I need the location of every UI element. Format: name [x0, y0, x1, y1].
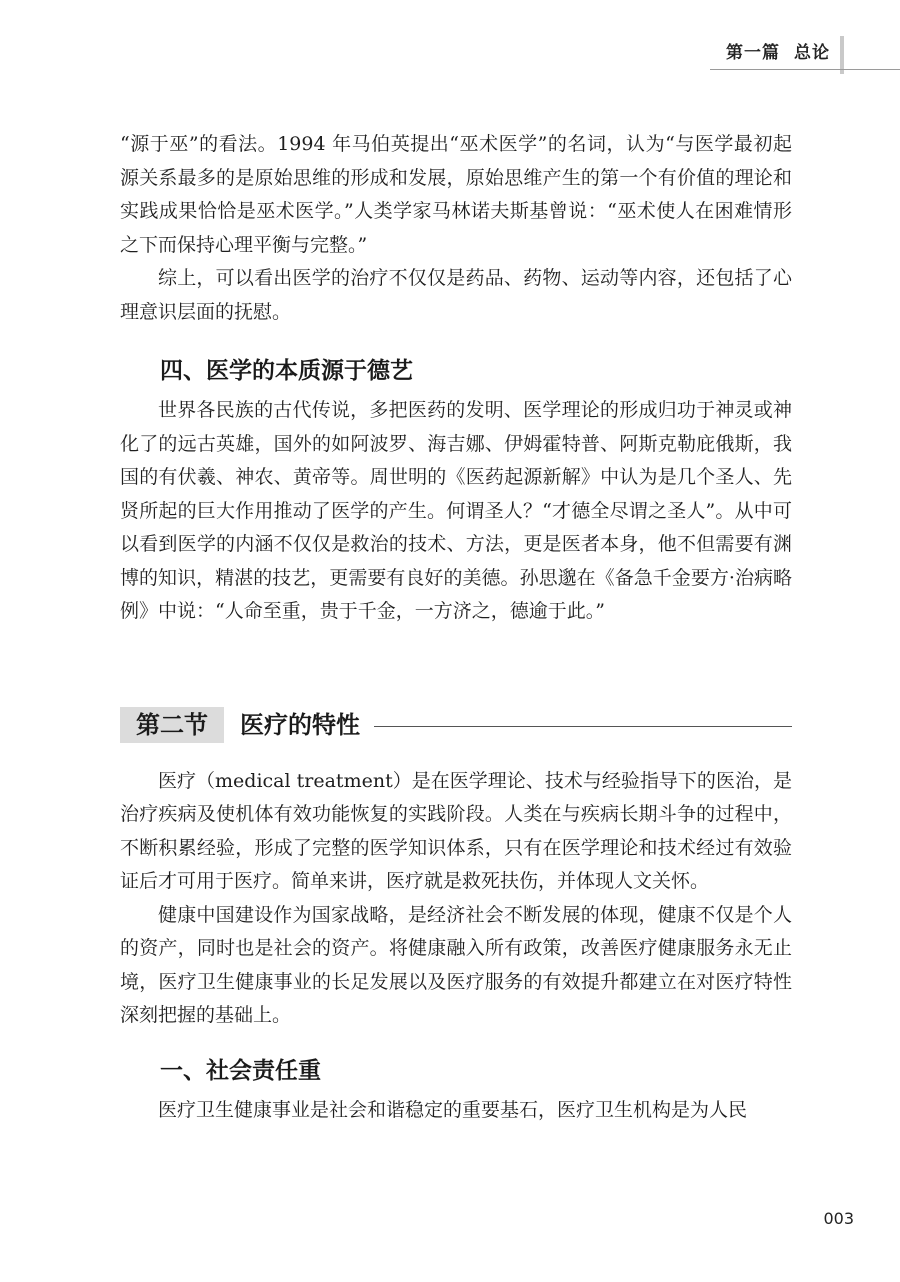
header-part-title: 总论	[794, 43, 830, 63]
paragraph: 世界各民族的古代传说，多把医药的发明、医学理论的形成归功于神灵或神化了的远古英雄，国外的如阿波罗、海吉娜、伊姆霍特普、阿斯克勒庇俄斯，我国的有伏羲、神农、黄帝等。周世明的《医药起源新解》中认为是几个圣人、先贤所起的巨大作用推动了医学的产生。何谓圣人？“才德全尽谓之圣人”。从中可以看到医学的内涵不仅仅是救治的技术、方法，更是医者本身，他不但需要有渊博的知识，精湛的技艺，更需要有良好的美德。孙思邈在《备急千金要方·治病略例》中说：“人命至重，贵于千金，一方济之，德逾于此。”	[120, 399, 792, 622]
paragraph: “源于巫”的看法。1994 年马伯英提出“巫术医学”的名词，认为“与医学最初起源关系最多的是原始思维的形成和发展，原始思维产生的第一个有价值的理论和实践成果恰恰是巫术医学。”人类学家马林诺夫斯基曾说：“巫术使人在困难情形之下而保持心理平衡与完整。”	[120, 133, 792, 256]
running-header	[726, 38, 830, 63]
paragraph: 健康中国建设作为国家战略，是经济社会不断发展的体现，健康不仅是个人的资产，同时也是社会的资产。将健康融入所有政策，改善医疗健康服务永无止境，医疗卫生健康事业的长足发展以及医疗服务的有效提升都建立在对医疗特性深刻把握的基础上。	[120, 903, 792, 1026]
section-rule	[374, 726, 792, 727]
section-title: 医疗的特性	[240, 710, 360, 739]
section-header	[120, 707, 792, 743]
header-part: 第一篇	[726, 43, 780, 63]
header-rule	[710, 69, 900, 70]
subsection-heading: 一、社会责任重	[160, 1057, 321, 1084]
paragraph: 综上，可以看出医学的治疗不仅仅是药品、药物、运动等内容，还包括了心理意识层面的抚慰。	[120, 267, 792, 323]
subsection-heading: 四、医学的本质源于德艺	[160, 358, 413, 384]
paragraph: 医疗卫生健康事业是社会和谐稳定的重要基石，医疗卫生机构是为人民	[158, 1098, 748, 1121]
section-label: 第二节	[120, 707, 224, 743]
page-number: 003	[823, 1209, 854, 1228]
page-body	[120, 128, 792, 1127]
paragraph: 医疗（medical treatment）是在医学理论、技术与经验指导下的医治，是治疗疾病及使机体有效功能恢复的实践阶段。人类在与疾病长期斗争的过程中，不断积累经验，形成了完整的医学知识体系，只有在医学理论和技术经过有效验证后才可用于医疗。简单来讲，医疗就是救死扶伤，并体现人文关怀。	[120, 769, 792, 892]
